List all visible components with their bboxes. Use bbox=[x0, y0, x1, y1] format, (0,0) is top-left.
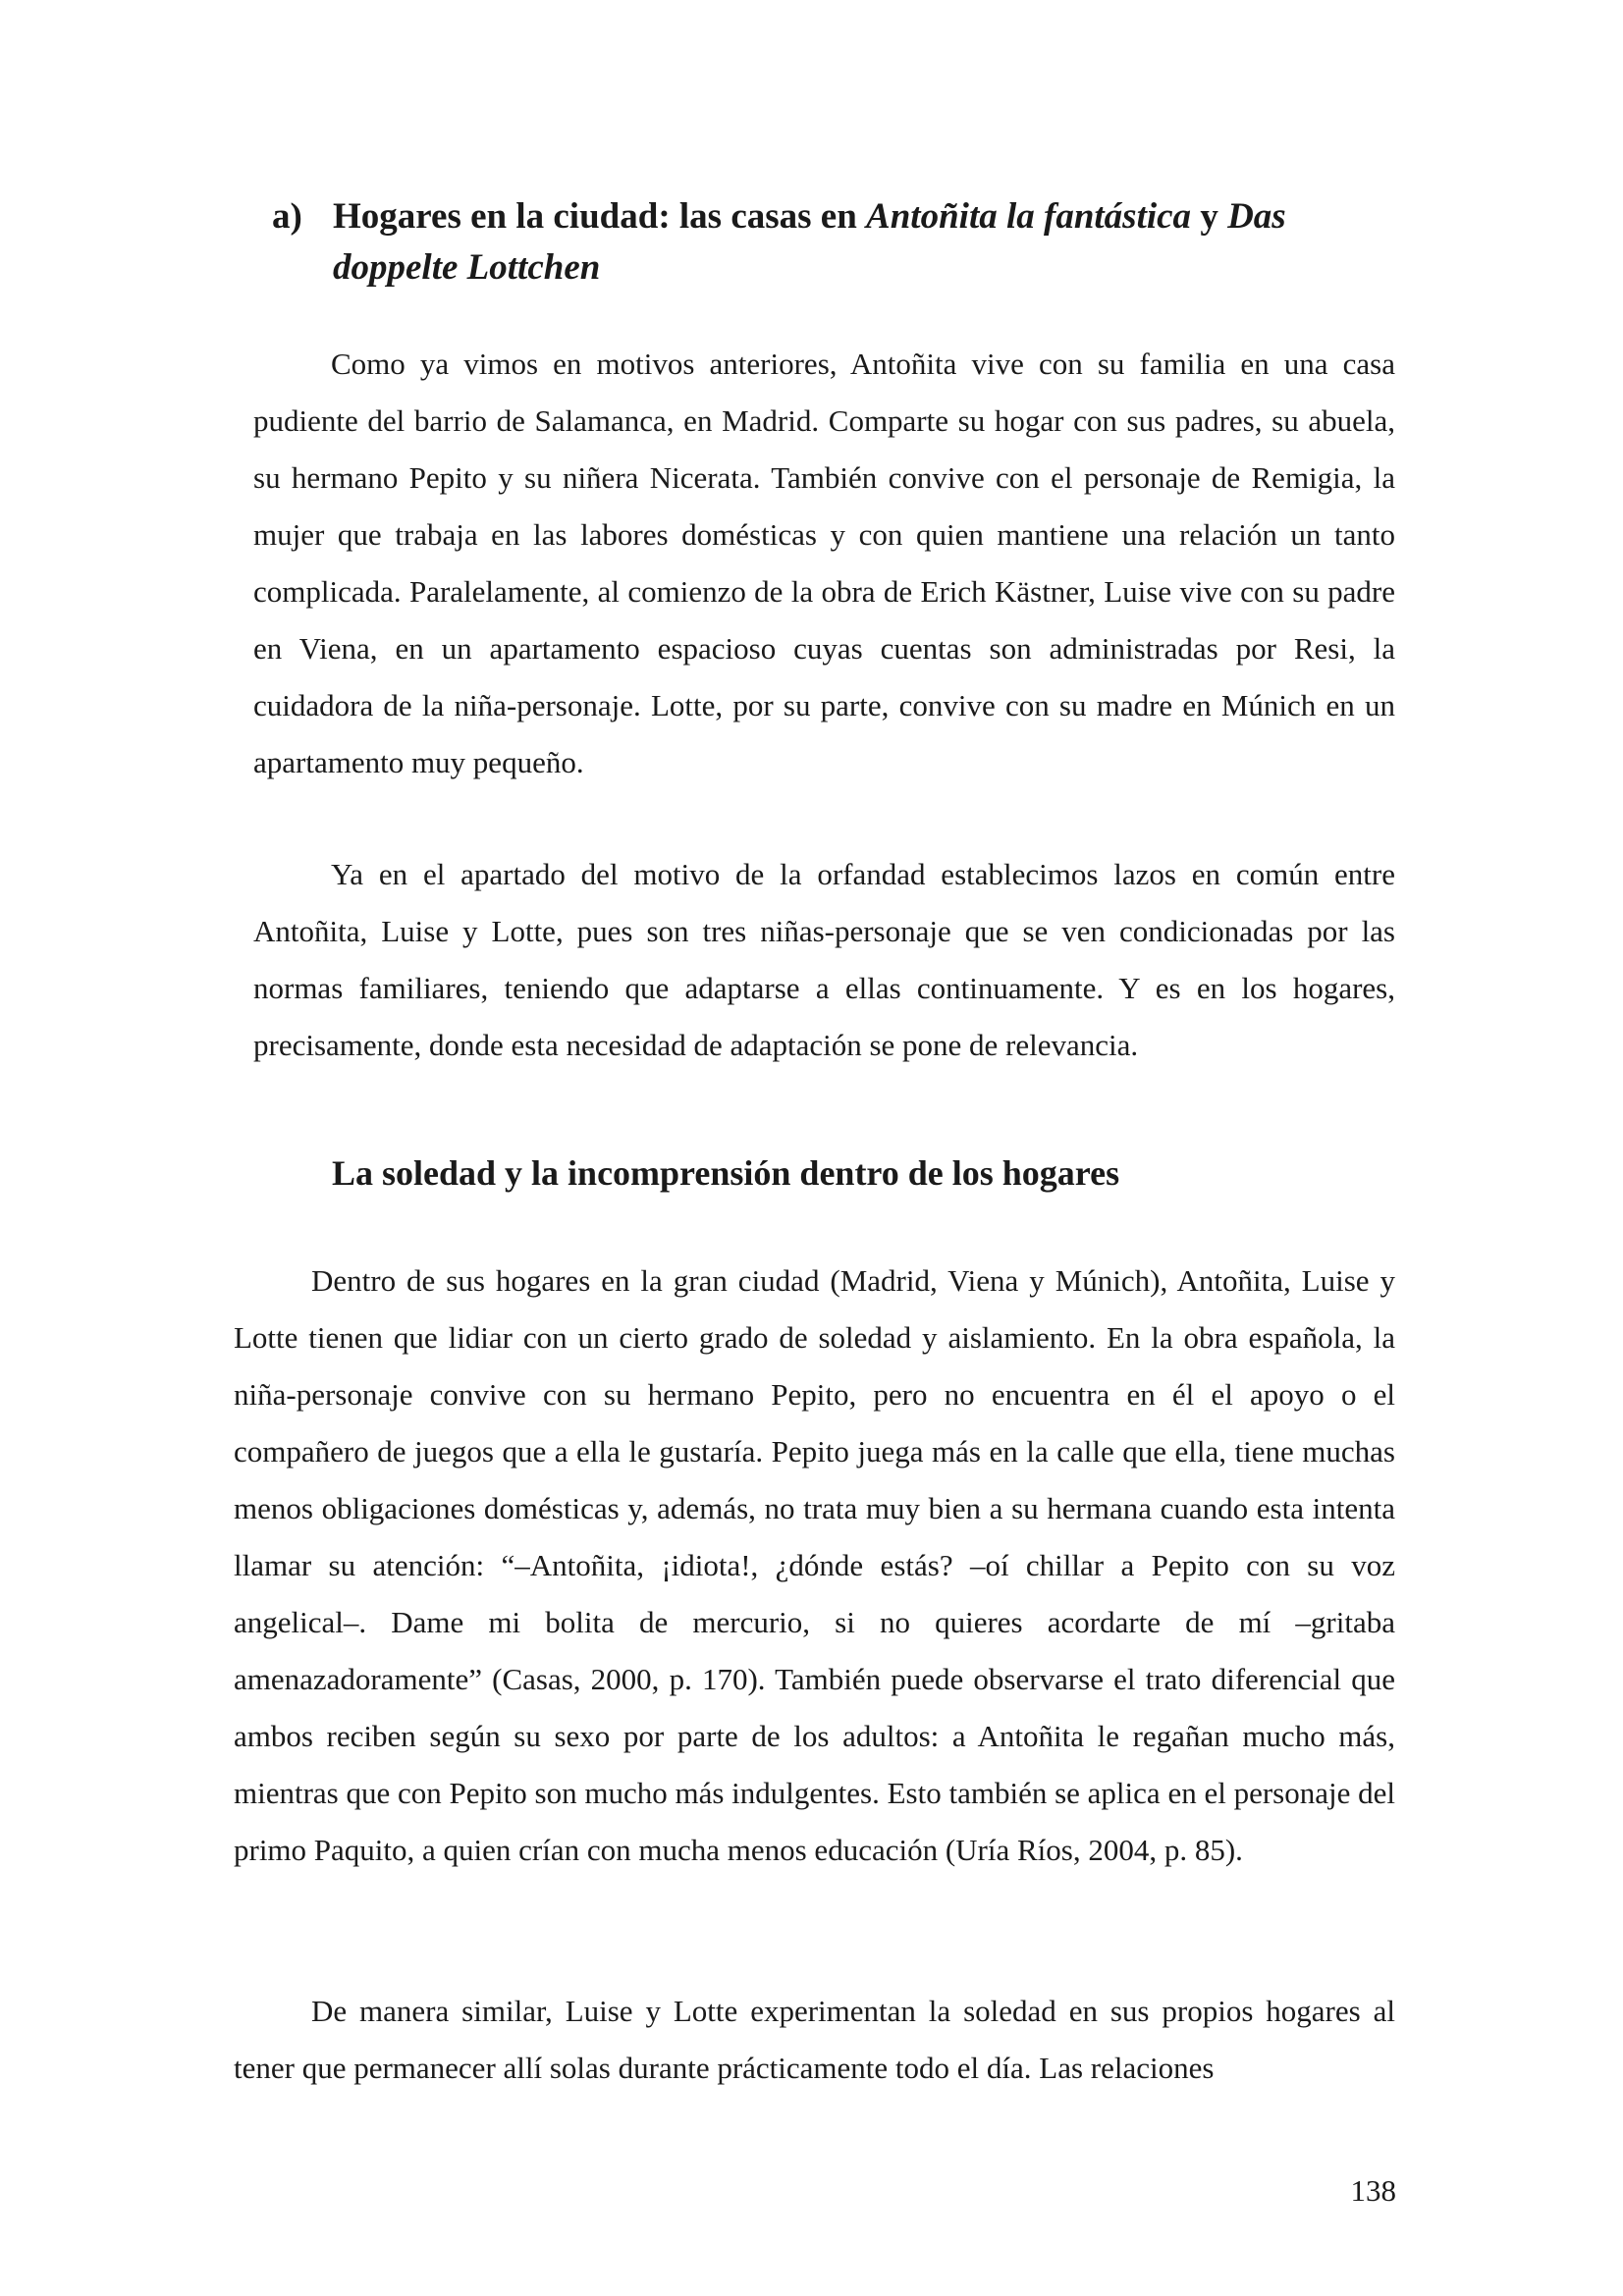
paragraph-2: Ya en el apartado del motivo de la orfandad establecimos lazos en común entre Antoñita, Luise y Lotte, pues son tres niñas-personaje que se ven condicionadas por las normas familiares, teniendo que adaptarse a ellas continuamente. Y es en los hogares, precisamente, donde esta necesidad de adaptación se pone de relevancia. bbox=[253, 857, 1395, 1062]
heading-title-lottchen: Das doppelte Lottchen bbox=[333, 196, 1286, 288]
subsection-heading: La soledad y la incomprensión dentro de los hogares bbox=[332, 1153, 1120, 1193]
heading-title-antonita: Antoñita la fantástica bbox=[866, 196, 1192, 237]
section-marker: a) bbox=[272, 196, 302, 237]
heading-connector: y bbox=[1191, 196, 1228, 237]
page-number: 138 bbox=[1350, 2173, 1396, 2208]
section-heading-text bbox=[333, 191, 1391, 294]
paragraph-1: Como ya vimos en motivos anteriores, Antoñita vive con su familia en una casa pudiente del barrio de Salamanca, en Madrid. Comparte su hogar con sus padres, su abuela, su hermano Pepito y su niñera Nicerata. También convive con el personaje de Remigia, la mujer que trabaja en las labores domésticas y con quien mantiene una relación un tanto complicada. Paralelamente, al comienzo de la obra de Erich Kästner, Luise vive con su padre en Viena, en un apartamento espacioso cuyas cuentas son administradas por Resi, la cuidadora de la niña-personaje. Lotte, por su parte, convive con su madre en Múnich en un apartamento muy pequeño. bbox=[253, 347, 1395, 779]
heading-prefix: Hogares en la ciudad: las casas en bbox=[333, 196, 867, 237]
section-heading bbox=[272, 191, 1391, 294]
paragraph-3: Dentro de sus hogares en la gran ciudad (Madrid, Viena y Múnich), Antoñita, Luise y Lotte tienen que lidiar con un cierto grado de soledad y aislamiento. En la obra española, la niña-personaje convive con su hermano Pepito, pero no encuentra en él el apoyo o el compañero de juegos que a ella le gustaría. Pepito juega más en la calle que ella, tiene muchas menos obligaciones domésticas y, además, no trata muy bien a su hermana cuando esta intenta llamar su atención: “–Antoñita, ¡idiota!, ¿dónde estás? –oí chillar a Pepito con su voz angelical–. Dame mi bolita de mercurio, si no quieres acordarte de mí –gritaba amenazadoramente” (Casas, 2000, p. 170). También puede observarse el trato diferencial que ambos reciben según su sexo por parte de los adultos: a Antoñita le regañan mucho más, mientras que con Pepito son mucho más indulgentes. Esto también se aplica en el personaje del primo Paquito, a quien crían con mucha menos educación (Uría Ríos, 2004, p. 85). bbox=[234, 1263, 1395, 1867]
paragraph-4: De manera similar, Luise y Lotte experimentan la soledad en sus propios hogares al tener que permanecer allí solas durante prácticamente todo el día. Las relaciones bbox=[234, 1994, 1395, 2085]
